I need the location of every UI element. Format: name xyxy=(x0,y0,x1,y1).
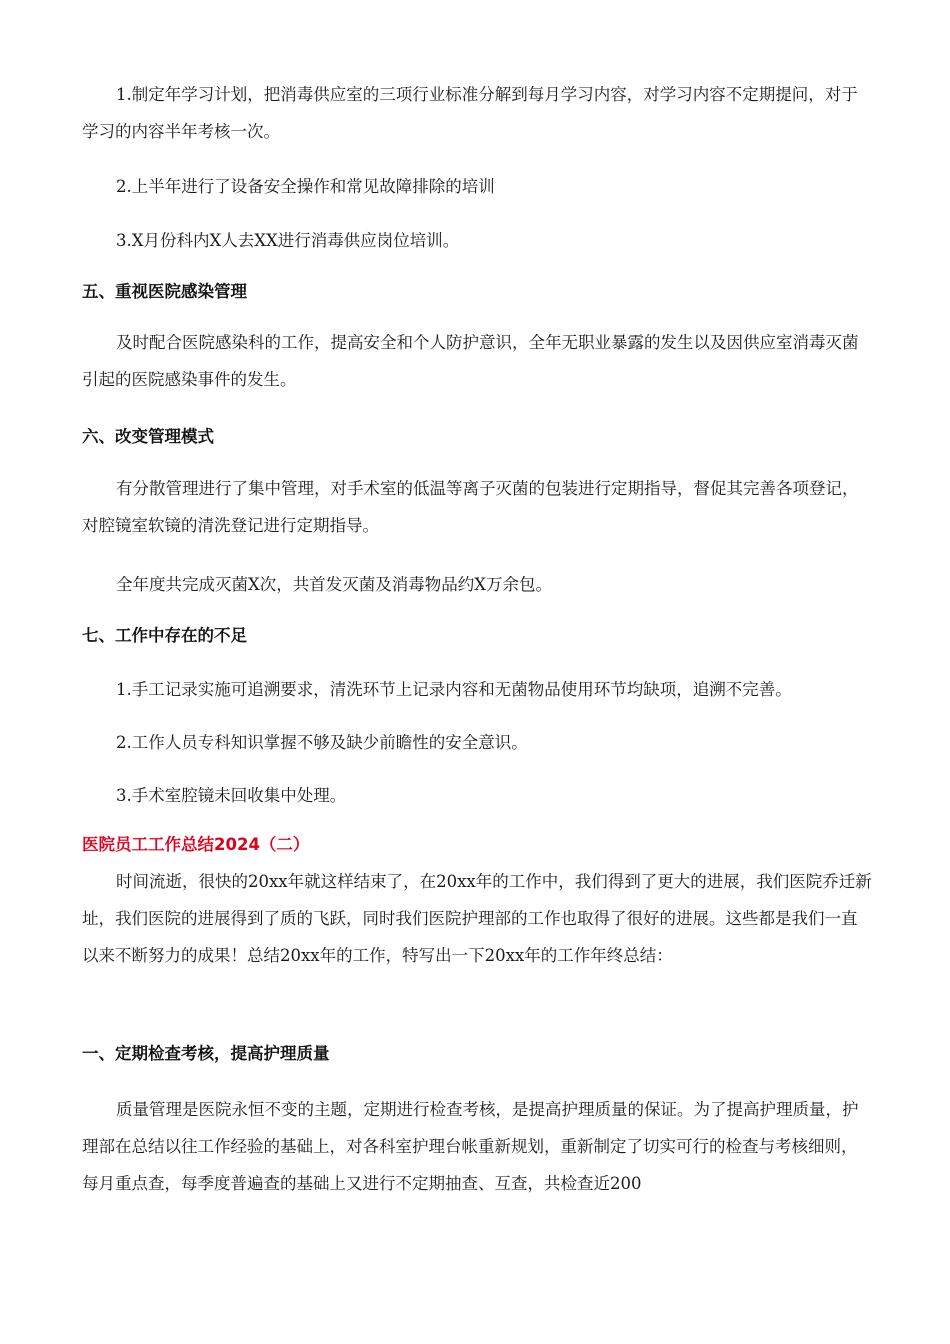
paragraph-infection: 及时配合医院感染科的工作，提高安全和个人防护意识，全年无职业暴露的发生以及因供应室消毒灭菌引起的医院感染事件的发生。 xyxy=(82,333,859,389)
section-heading-quality: 一、定期检查考核，提高护理质量 xyxy=(82,1044,330,1063)
paragraph-management: 有分散管理进行了集中管理，对手术室的低温等离子灭菌的包装进行定期指导，督促其完善各项登记，对腔镜室软镜的清洗登记进行定期指导。 xyxy=(82,479,859,535)
list-item-traceability: 1.手工记录实施可追溯要求，清洗环节上记录内容和无菌物品使用环节均缺项，追溯不完善。 xyxy=(116,680,792,699)
list-item-equipment-training: 2.上半年进行了设备安全操作和常见故障排除的培训 xyxy=(116,177,495,196)
paragraph-intro: 时间流逝，很快的20xx年就这样结束了，在20xx年的工作中，我们得到了更大的进展，我们医院乔迁新址，我们医院的进展得到了质的飞跃，同时我们医院护理部的工作也取得了很好的进展。这些都是我们一直以来不断努力的成果！总结20xx年的工作，特写出一下20xx年的工作年终总结： xyxy=(82,872,872,965)
section-heading-shortcomings: 七、工作中存在的不足 xyxy=(82,626,247,645)
paragraph-quality: 质量管理是医院永恒不变的主题，定期进行检查考核，是提高护理质量的保证。为了提高护理质量，护理部在总结以往工作经验的基础上，对各科室护理台帐重新规划，重新制定了切实可行的检查与考核细则，每月重点查，每季度普遍查的基础上又进行不定期抽查、互查，共检查近200 xyxy=(82,1100,859,1193)
paragraph-sterilization-count: 全年度共完成灭菌X次，共首发灭菌及消毒物品约X万余包。 xyxy=(116,575,552,594)
list-item-study-plan: 1.制定年学习计划，把消毒供应室的三项行业标准分解到每月学习内容，对学习内容不定期提问，对于学习的内容半年考核一次。 xyxy=(82,85,858,141)
list-item-post-training: 3.X月份科内X人去XX进行消毒供应岗位培训。 xyxy=(116,231,460,250)
part-title: 医院员工工作总结2024（二） xyxy=(82,835,310,854)
list-item-staff-knowledge: 2.工作人员专科知识掌握不够及缺少前瞻性的安全意识。 xyxy=(116,733,528,752)
section-heading-management: 六、改变管理模式 xyxy=(82,427,214,446)
section-heading-infection: 五、重视医院感染管理 xyxy=(82,282,247,301)
list-item-endoscope: 3.手术室腔镜未回收集中处理。 xyxy=(116,786,347,805)
